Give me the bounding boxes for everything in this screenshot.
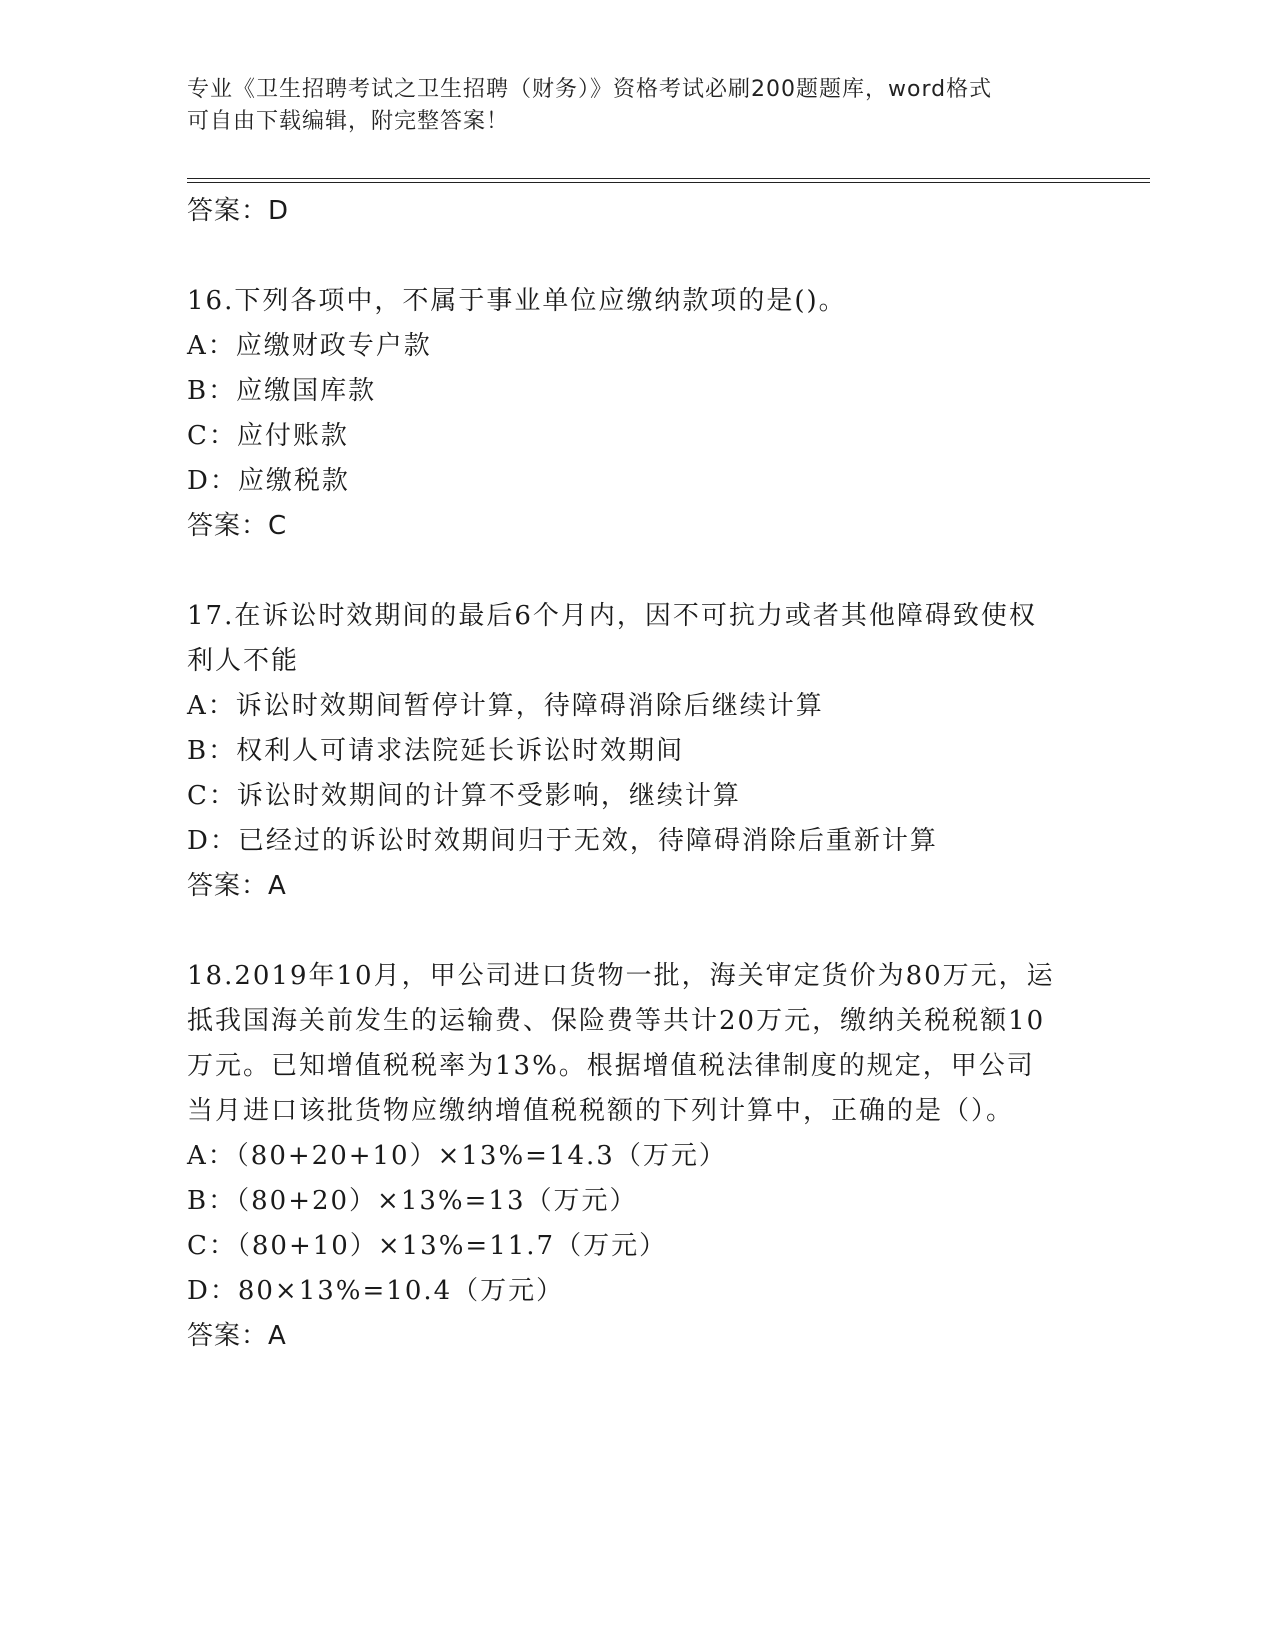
- option-a: A：诉讼时效期间暂停计算，待障碍消除后继续计算: [187, 691, 824, 721]
- header-line-1: 专业《卫生招聘考试之卫生招聘（财务）》资格考试必刷200题题库，word格式: [187, 77, 993, 102]
- option-b: B：（80+20）×13%=13（万元）: [187, 1186, 638, 1216]
- question-18: [187, 954, 1087, 1359]
- option-a: A：（80+20+10）×13%=14.3（万元）: [187, 1141, 727, 1171]
- option-a: A：应缴财政专户款: [187, 331, 432, 361]
- question-text: 16.下列各项中，不属于事业单位应缴纳款项的是()。: [187, 286, 847, 316]
- question-text-line-1: 17.在诉讼时效期间的最后6个月内，因不可抗力或者其他障碍致使权: [187, 601, 1037, 631]
- option-b: B：应缴国库款: [187, 376, 377, 406]
- question-text-line-2: 抵我国海关前发生的运输费、保险费等共计20万元，缴纳关税税额10: [187, 1006, 1046, 1036]
- option-d: D：应缴税款: [187, 466, 350, 496]
- question-text-line-2: 利人不能: [187, 646, 300, 676]
- option-b: B：权利人可请求法院延长诉讼时效期间: [187, 736, 685, 766]
- spacer: [187, 234, 1087, 279]
- header-line-2: 可自由下载编辑，附完整答案！: [187, 109, 510, 134]
- question-17: [187, 594, 1087, 909]
- question-text-line-3: 万元。已知增值税税率为13%。根据增值税法律制度的规定，甲公司: [187, 1051, 1035, 1081]
- option-d: D：80×13%=10.4（万元）: [187, 1276, 565, 1306]
- question-16: [187, 279, 1087, 549]
- option-c: C：（80+10）×13%=11.7（万元）: [187, 1231, 668, 1261]
- option-d: D：已经过的诉讼时效期间归于无效，待障碍消除后重新计算: [187, 826, 938, 856]
- question-text-line-4: 当月进口该批货物应缴纳增值税税额的下列计算中，正确的是（）。: [187, 1096, 1015, 1126]
- answer: 答案：C: [187, 511, 288, 541]
- document-body: [187, 189, 1087, 1359]
- spacer: [187, 549, 1087, 594]
- answer: 答案：A: [187, 871, 287, 901]
- document-header: [187, 74, 1067, 138]
- previous-answer: 答案：D: [187, 196, 290, 226]
- option-c: C：诉讼时效期间的计算不受影响，继续计算: [187, 781, 741, 811]
- header-divider: [187, 178, 1150, 183]
- option-c: C：应付账款: [187, 421, 349, 451]
- answer: 答案：A: [187, 1321, 287, 1351]
- spacer: [187, 909, 1087, 954]
- question-text-line-1: 18.2019年10月，甲公司进口货物一批，海关审定货价为80万元，运: [187, 961, 1055, 991]
